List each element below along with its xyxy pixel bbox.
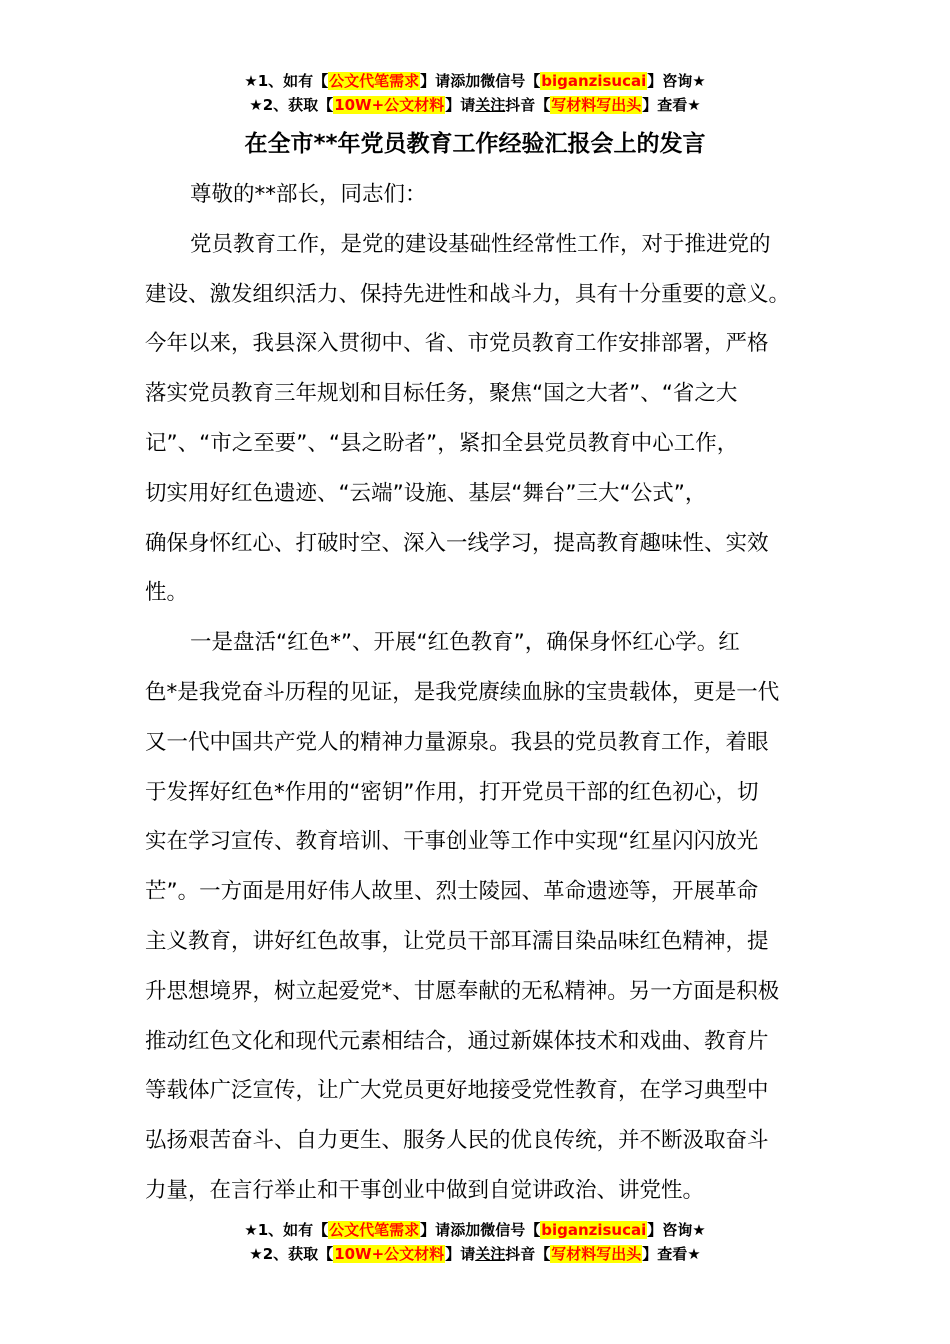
salutation: 尊敬的**部长，同志们： (190, 182, 427, 207)
document-title: 在全市**年党员教育工作经验汇报会上的发言 (244, 131, 706, 157)
paragraph-intro (145, 220, 825, 618)
promo-line-2 (0, 1242, 950, 1266)
promo-text: 抖音【 (505, 96, 551, 114)
paragraph-line: 升思想境界，树立起爱党*、甘愿奉献的无私精神。另一方面是积极 (145, 978, 780, 1004)
document-body (145, 170, 825, 1216)
promo-text: 】请 (445, 96, 476, 114)
promo-highlight: 10W+公文材料 (334, 96, 445, 114)
paragraph-line: 实在学习宣传、教育培训、干事创业等工作中实现“红星闪闪放光 (145, 829, 759, 855)
promo-line-1 (0, 1218, 950, 1242)
promo-text: 抖音【 (505, 1245, 551, 1263)
promo-banner-bottom (0, 1218, 950, 1266)
paragraph-line: 党员教育工作，是党的建设基础性经常性工作，对于推进党的 (190, 231, 771, 257)
promo-text: 微信号【 (480, 72, 541, 90)
promo-line-1 (0, 69, 950, 93)
promo-emphasis: 添加 (450, 1221, 481, 1239)
paragraph-line: 切实用好红色遗迹、“云端”设施、基层“舞台”三大“公式”， (145, 480, 707, 506)
promo-text: 】请 (420, 1221, 451, 1239)
paragraph-line: 一是盘活“红色*”、开展“红色教育”，确保身怀红心学。红 (190, 630, 740, 656)
wechat-id-highlight: biganzisucai (541, 72, 647, 90)
wechat-id-highlight: biganzisucai (541, 1221, 647, 1239)
paragraph-line: 推动红色文化和现代元素相结合，通过新媒体技术和戏曲、教育片 (145, 1028, 769, 1054)
promo-text: ★1、如有【 (244, 72, 329, 90)
promo-text: 】请 (420, 72, 451, 90)
paragraph-line: 落实党员教育三年规划和目标任务，聚焦“国之大者”、“省之大 (145, 381, 738, 407)
paragraph-line: 力量，在言行举止和干事创业中做到自觉讲政治、讲党性。 (145, 1177, 705, 1203)
douyin-id-highlight: 写材料写出头 (551, 96, 642, 114)
paragraph-red-education (145, 618, 825, 1216)
paragraph-line: 主义教育，讲好红色故事，让党员干部耳濡目染品味红色精神，提 (145, 928, 769, 954)
promo-text: 】咨询★ (647, 1221, 706, 1239)
promo-highlight: 10W+公文材料 (334, 1245, 445, 1263)
promo-text: ★2、获取【 (249, 96, 334, 114)
paragraph-line: 确保身怀红心、打破时空、深入一线学习，提高教育趣味性、实效 (145, 530, 769, 556)
promo-text: 】查看★ (642, 1245, 701, 1263)
paragraph-line: 又一代中国共产党人的精神力量源泉。我县的党员教育工作，着眼 (145, 729, 769, 755)
promo-text: 】查看★ (642, 96, 701, 114)
paragraph-line: 弘扬艰苦奋斗、自力更生、服务人民的优良传统，并不断汲取奋斗 (145, 1128, 769, 1154)
promo-text: 微信号【 (480, 1221, 541, 1239)
douyin-id-highlight: 写材料写出头 (551, 1245, 642, 1263)
paragraph-line: 等载体广泛宣传，让广大党员更好地接受党性教育，在学习典型中 (145, 1078, 769, 1104)
promo-banner-top (0, 69, 950, 117)
promo-emphasis: 关注 (475, 1245, 506, 1263)
promo-text: ★2、获取【 (249, 1245, 334, 1263)
promo-highlight: 公文代笔需求 (329, 72, 420, 90)
paragraph-line: 性。 (145, 580, 189, 606)
paragraph-line: 建设、激发组织活力、保持先进性和战斗力，具有十分重要的意义。 (145, 281, 791, 307)
paragraph-line: 色*是我党奋斗历程的见证，是我党赓续血脉的宝贵载体，更是一代 (145, 679, 780, 705)
promo-emphasis: 关注 (475, 96, 506, 114)
promo-text: ★1、如有【 (244, 1221, 329, 1239)
paragraph-line: 于发挥好红色*作用的“密钥”作用，打开党员干部的红色初心，切 (145, 779, 759, 805)
promo-line-2 (0, 93, 950, 117)
promo-highlight: 公文代笔需求 (329, 1221, 420, 1239)
promo-emphasis: 添加 (450, 72, 481, 90)
paragraph-line: 今年以来，我县深入贯彻中、省、市党员教育工作安排部署，严格 (145, 331, 769, 357)
promo-text: 】请 (445, 1245, 476, 1263)
promo-text: 】咨询★ (647, 72, 706, 90)
paragraph-line: 芒”。一方面是用好伟人故里、烈士陵园、革命遗迹等，开展革命 (145, 879, 759, 905)
paragraph-line: 记”、“市之至要”、“县之盼者”，紧扣全县党员教育中心工作， (145, 430, 739, 456)
